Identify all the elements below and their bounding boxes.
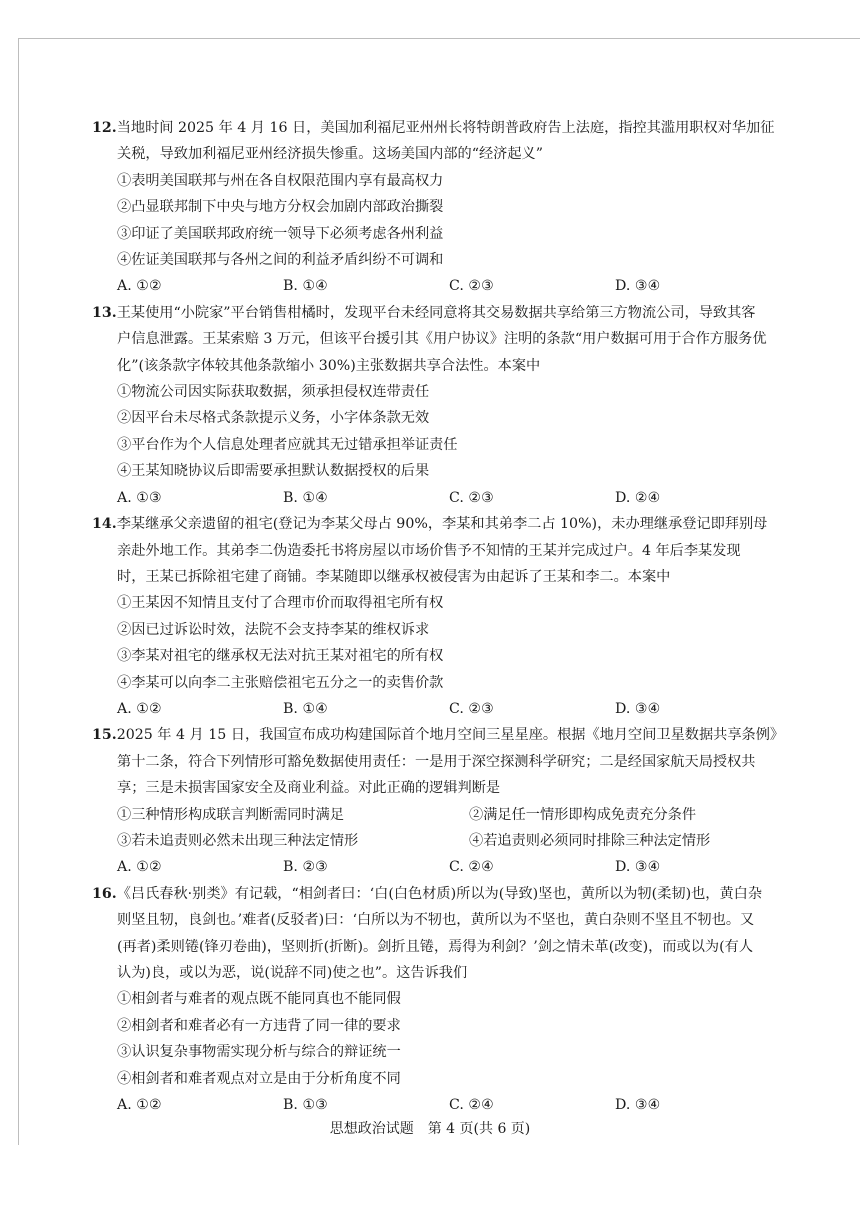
question-number: 16. — [92, 885, 117, 902]
statement: ③认识复杂事物需实现分析与综合的辩证统一 — [117, 1044, 401, 1061]
stem-line: 第十二条，符合下列情形可豁免数据使用责任：一是用于深空探测科学研究；二是经国家航天局授权共 — [117, 753, 756, 770]
question-15 — [92, 722, 832, 880]
answer-options — [117, 854, 832, 880]
statement: ②因已过诉讼时效，法院不会支持李某的维权诉求 — [117, 621, 430, 638]
stem-line: 王某使用“小院家”平台销售柑橘时，发现平台未经同意将其交易数据共享给第三方物流公司，导致其客 — [116, 304, 756, 321]
statement: ①相剑者与难者的观点既不能同真也不能同假 — [117, 991, 401, 1008]
statement: ④相剑者和难者观点对立是由于分析角度不同 — [117, 1070, 401, 1087]
option-c[interactable]: C. ②③ — [449, 278, 494, 295]
statement: ③平台作为个人信息处理者应就其无过错承担举证责任 — [117, 436, 458, 453]
page-footer: 思想政治试题 第 4 页(共 6 页) — [329, 1121, 531, 1137]
stem-line: 2025 年 4 月 15 日，我国宣布成功构建国际首个地月空间三星星座。根据《地月空间卫星数据共享条例》 — [116, 727, 785, 744]
option-a[interactable]: A. ①② — [117, 1097, 162, 1114]
statement: ③李某对祖宅的继承权无法对抗王某对祖宅的所有权 — [117, 648, 444, 665]
statement: ③印证了美国联邦政府统一领导下必须考虑各州利益 — [117, 225, 444, 242]
question-16 — [92, 881, 832, 1119]
stem-line: 则坚且牣，良剑也。’难者(反驳者)曰：‘白所以为不牣也，黄所以为不坚也，黄白杂则不坚且不牣也。又 — [117, 912, 755, 929]
statement: ②满足任一情形即构成免责充分条件 — [469, 806, 697, 823]
statement: ②因平台未尽格式条款提示义务，小字体条款无效 — [117, 410, 430, 427]
option-b[interactable]: B. ①④ — [283, 700, 328, 717]
statement: ①王某因不知情且支付了合理市价而取得祖宅所有权 — [117, 595, 444, 612]
question-number: 15. — [92, 727, 117, 744]
question-stem — [92, 511, 832, 537]
statement-row — [117, 802, 832, 828]
option-b[interactable]: B. ①③ — [283, 1097, 328, 1114]
option-c[interactable]: C. ②④ — [449, 1097, 494, 1114]
option-a[interactable]: A. ①② — [117, 278, 162, 295]
statement: ②相剑者和难者必有一方违背了同一律的要求 — [117, 1017, 401, 1034]
statement: ④若追责则必须同时排除三种法定情形 — [469, 832, 711, 849]
statement: ④李某可以向李二主张赔偿祖宅五分之一的卖售价款 — [117, 674, 444, 691]
option-a[interactable]: A. ①② — [117, 700, 162, 717]
exam-content — [92, 115, 832, 1118]
page-border-left — [18, 38, 19, 1145]
statement: ①三种情形构成联言判断需同时满足 — [117, 806, 345, 823]
statement: ①表明美国联邦与州在各自权限范围内享有最高权力 — [117, 172, 444, 189]
statement: ④佐证美国联邦与各州之间的利益矛盾纠纷不可调和 — [117, 252, 444, 269]
stem-line: 享；三是未损害国家安全及商业利益。对此正确的逻辑判断是 — [117, 780, 501, 797]
question-13 — [92, 300, 832, 511]
option-a[interactable]: A. ①③ — [117, 489, 162, 506]
answer-options — [117, 696, 832, 722]
stem-line: 《吕氏春秋·别类》有记载，“相剑者曰：‘白(白色材质)所以为(导致)坚也，黄所以为牣(柔韧)也，黄白杂 — [116, 885, 763, 902]
option-c[interactable]: C. ②③ — [449, 489, 494, 506]
stem-line: (再者)柔则锩(锋刃卷曲)，坚则折(折断)。剑折且锩，焉得为利剑？’剑之情未革(改变)，而或以为(有人 — [117, 938, 754, 955]
stem-line: 认为)良，或以为恶，说(说辞不同)使之也”。这告诉我们 — [117, 965, 468, 981]
option-a[interactable]: A. ①② — [117, 859, 162, 876]
statement: ②凸显联邦制下中央与地方分权会加剧内部政治撕裂 — [117, 199, 444, 216]
statement-row — [117, 828, 832, 854]
option-b[interactable]: B. ①④ — [283, 278, 328, 295]
page-border-top — [18, 38, 860, 39]
answer-options — [117, 485, 832, 511]
option-d[interactable]: D. ③④ — [615, 1097, 661, 1114]
question-12 — [92, 115, 832, 300]
question-number: 12. — [92, 120, 117, 136]
stem-line: 时，王某已拆除祖宅建了商铺。李某随即以继承权被侵害为由起诉了王某和李二。本案中 — [117, 568, 671, 585]
stem-line: 化”(该条款字体较其他条款缩小 30%)主张数据共享合法性。本案中 — [117, 357, 541, 374]
stem-line: 关税，导致加利福尼亚州经济损失惨重。这场美国内部的“经济起义” — [117, 146, 543, 163]
option-b[interactable]: B. ②③ — [283, 859, 328, 876]
question-number: 13. — [92, 304, 117, 321]
answer-options — [117, 1092, 832, 1118]
option-d[interactable]: D. ③④ — [615, 278, 661, 295]
question-stem — [92, 881, 832, 907]
option-b[interactable]: B. ①④ — [283, 489, 328, 506]
stem-line: 户信息泄露。王某索赔 3 万元，但该平台援引其《用户协议》注明的条款“用户数据可用于合作方服务优 — [117, 331, 767, 348]
statement: ④王某知晓协议后即需要承担默认数据授权的后果 — [117, 463, 430, 480]
stem-line: 当地时间 2025 年 4 月 16 日，美国加利福尼亚州州长将特朗普政府告上法庭，指控其滥用职权对华加征 — [116, 120, 775, 136]
question-number: 14. — [92, 516, 117, 533]
question-stem — [92, 722, 832, 748]
option-d[interactable]: D. ②④ — [615, 489, 661, 506]
statement: ③若未追责则必然未出现三种法定情形 — [117, 832, 359, 849]
option-d[interactable]: D. ③④ — [615, 700, 661, 717]
question-stem — [92, 300, 832, 326]
answer-options — [117, 273, 832, 299]
question-stem — [92, 115, 832, 141]
option-d[interactable]: D. ③④ — [615, 859, 661, 876]
stem-line: 李某继承父亲遗留的祖宅(登记为李某父母占 90%，李某和其弟李二占 10%)，未办理继承登记即拜别母 — [116, 516, 768, 533]
statement: ①物流公司因实际获取数据，须承担侵权连带责任 — [117, 384, 430, 401]
option-c[interactable]: C. ②④ — [449, 859, 494, 876]
stem-line: 亲赴外地工作。其弟李二伪造委托书将房屋以市场价售予不知情的王某并完成过户。4 年后李某发现 — [117, 542, 741, 559]
option-c[interactable]: C. ②③ — [449, 700, 494, 717]
question-14 — [92, 511, 832, 722]
